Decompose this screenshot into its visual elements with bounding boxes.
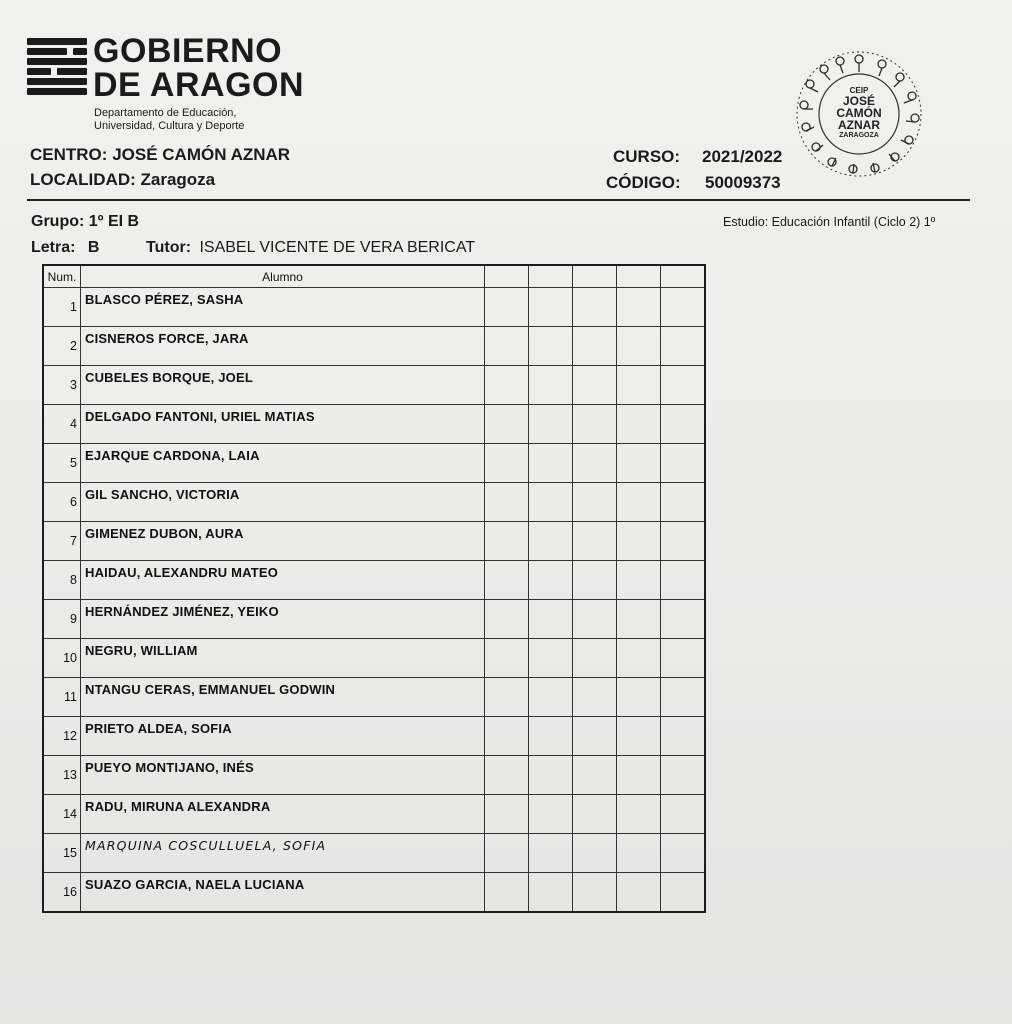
localidad-label: LOCALIDAD: xyxy=(30,170,136,189)
blank-mark-cell xyxy=(529,483,573,522)
codigo-value: 50009373 xyxy=(705,173,781,192)
blank-mark-cell xyxy=(617,405,661,444)
column-header-alumno: Alumno xyxy=(81,265,485,288)
blank-mark-cell xyxy=(573,366,617,405)
table-row xyxy=(43,756,705,795)
blank-mark-cell xyxy=(617,795,661,834)
student-name: HAIDAU, ALEXANDRU MATEO xyxy=(81,561,485,600)
student-number: 2 xyxy=(43,327,81,366)
centro-value: JOSÉ CAMÓN AZNAR xyxy=(112,145,291,164)
blank-mark-cell xyxy=(617,639,661,678)
localidad-value: Zaragoza xyxy=(140,170,216,189)
blank-mark-cell xyxy=(485,405,529,444)
blank-mark-cell xyxy=(529,366,573,405)
blank-mark-cell xyxy=(573,600,617,639)
grupo-label: Grupo: xyxy=(31,213,85,230)
department-name xyxy=(94,107,244,133)
column-header-blank xyxy=(573,265,617,288)
table-row xyxy=(43,600,705,639)
blank-mark-cell xyxy=(661,327,706,366)
table-row xyxy=(43,288,705,327)
blank-mark-cell xyxy=(485,873,529,913)
tutor-value: ISABEL VICENTE DE VERA BERICAT xyxy=(199,239,476,256)
blank-mark-cell xyxy=(573,405,617,444)
blank-mark-cell xyxy=(529,756,573,795)
blank-mark-cell xyxy=(485,288,529,327)
codigo-label: CÓDIGO: xyxy=(606,173,681,192)
letra-label: Letra: xyxy=(31,239,76,256)
blank-mark-cell xyxy=(617,600,661,639)
logo-line2: DE ARAGON xyxy=(93,66,305,104)
blank-mark-cell xyxy=(573,483,617,522)
blank-mark-cell xyxy=(573,834,617,873)
student-name: BLASCO PÉREZ, SASHA xyxy=(81,288,485,327)
blank-mark-cell xyxy=(661,873,706,913)
grupo-field xyxy=(31,213,139,231)
column-header-num: Num. xyxy=(43,265,81,288)
student-number: 7 xyxy=(43,522,81,561)
student-name: SUAZO GARCIA, NAELA LUCIANA xyxy=(81,873,485,913)
logo-line1: GOBIERNO xyxy=(93,32,283,70)
blank-mark-cell xyxy=(617,327,661,366)
table-row xyxy=(43,327,705,366)
student-number: 8 xyxy=(43,561,81,600)
student-number: 16 xyxy=(43,873,81,913)
blank-mark-cell xyxy=(617,483,661,522)
blank-mark-cell xyxy=(529,873,573,913)
blank-mark-cell xyxy=(661,366,706,405)
grupo-value: 1º EI B xyxy=(88,213,140,230)
blank-mark-cell xyxy=(617,756,661,795)
blank-mark-cell xyxy=(485,834,529,873)
centro-label: CENTRO: xyxy=(30,145,108,164)
blank-mark-cell xyxy=(617,873,661,913)
school-seal-stamp xyxy=(793,48,925,180)
letra-field xyxy=(31,239,99,257)
blank-mark-cell xyxy=(661,288,706,327)
header-divider xyxy=(27,199,970,201)
blank-mark-cell xyxy=(485,561,529,600)
estudio-text: Estudio: Educación Infantil (Ciclo 2) 1º xyxy=(723,215,936,229)
student-number: 15 xyxy=(43,834,81,873)
blank-mark-cell xyxy=(661,561,706,600)
blank-mark-cell xyxy=(529,834,573,873)
blank-mark-cell xyxy=(661,483,706,522)
table-row xyxy=(43,834,705,873)
blank-mark-cell xyxy=(529,678,573,717)
blank-mark-cell xyxy=(485,756,529,795)
student-number: 10 xyxy=(43,639,81,678)
tutor-field xyxy=(146,239,475,257)
blank-mark-cell xyxy=(485,678,529,717)
blank-mark-cell xyxy=(661,522,706,561)
blank-mark-cell xyxy=(661,678,706,717)
blank-mark-cell xyxy=(485,366,529,405)
student-number: 6 xyxy=(43,483,81,522)
blank-mark-cell xyxy=(485,483,529,522)
blank-mark-cell xyxy=(573,873,617,913)
seal-line2: JOSÉ xyxy=(842,94,875,108)
student-name: CISNEROS FORCE, JARA xyxy=(81,327,485,366)
blank-mark-cell xyxy=(661,717,706,756)
table-row xyxy=(43,795,705,834)
blank-mark-cell xyxy=(485,522,529,561)
blank-mark-cell xyxy=(485,639,529,678)
blank-mark-cell xyxy=(529,561,573,600)
student-number: 3 xyxy=(43,366,81,405)
blank-mark-cell xyxy=(661,444,706,483)
blank-mark-cell xyxy=(485,444,529,483)
blank-mark-cell xyxy=(485,795,529,834)
blank-mark-cell xyxy=(529,717,573,756)
seal-line3: CAMÓN xyxy=(836,106,882,120)
table-row xyxy=(43,678,705,717)
student-name: CUBELES BORQUE, JOEL xyxy=(81,366,485,405)
blank-mark-cell xyxy=(617,561,661,600)
table-row xyxy=(43,405,705,444)
blank-mark-cell xyxy=(661,639,706,678)
blank-mark-cell xyxy=(617,834,661,873)
centro-field xyxy=(30,145,290,165)
blank-mark-cell xyxy=(573,522,617,561)
student-name: PRIETO ALDEA, SOFIA xyxy=(81,717,485,756)
student-name: EJARQUE CARDONA, LAIA xyxy=(81,444,485,483)
student-name: GIL SANCHO, VICTORIA xyxy=(81,483,485,522)
blank-mark-cell xyxy=(617,366,661,405)
column-header-blank xyxy=(661,265,706,288)
localidad-field xyxy=(30,170,215,190)
table-row xyxy=(43,873,705,913)
blank-mark-cell xyxy=(617,717,661,756)
student-roster-table xyxy=(42,264,706,913)
table-row xyxy=(43,522,705,561)
blank-mark-cell xyxy=(529,639,573,678)
roster-body xyxy=(43,288,705,913)
curso-label: CURSO: xyxy=(613,147,681,166)
blank-mark-cell xyxy=(529,795,573,834)
student-number: 4 xyxy=(43,405,81,444)
blank-mark-cell xyxy=(529,327,573,366)
table-row xyxy=(43,483,705,522)
student-name: RADU, MIRUNA ALEXANDRA xyxy=(81,795,485,834)
blank-mark-cell xyxy=(485,327,529,366)
blank-mark-cell xyxy=(485,600,529,639)
student-name: PUEYO MONTIJANO, INÉS xyxy=(81,756,485,795)
blank-mark-cell xyxy=(573,678,617,717)
blank-mark-cell xyxy=(573,561,617,600)
student-number: 5 xyxy=(43,444,81,483)
blank-mark-cell xyxy=(617,444,661,483)
curso-value: 2021/2022 xyxy=(702,147,783,166)
blank-mark-cell xyxy=(485,717,529,756)
table-row xyxy=(43,444,705,483)
blank-mark-cell xyxy=(529,522,573,561)
student-name: NTANGU CERAS, EMMANUEL GODWIN xyxy=(81,678,485,717)
column-header-blank xyxy=(617,265,661,288)
seal-line4: AZNAR xyxy=(838,118,880,132)
seal-line5: ZARAGOZA xyxy=(839,132,879,139)
student-number: 11 xyxy=(43,678,81,717)
student-name-handwritten: MARQUINA COSCULLUELA, SOFIA xyxy=(81,834,485,873)
department-line2: Universidad, Cultura y Deporte xyxy=(94,120,245,132)
blank-mark-cell xyxy=(573,717,617,756)
blank-mark-cell xyxy=(661,600,706,639)
logo-text xyxy=(93,34,304,102)
column-header-blank xyxy=(529,265,573,288)
student-name: NEGRU, WILLIAM xyxy=(81,639,485,678)
student-number: 1 xyxy=(43,288,81,327)
blank-mark-cell xyxy=(573,795,617,834)
blank-mark-cell xyxy=(617,522,661,561)
student-name: HERNÁNDEZ JIMÉNEZ, YEIKO xyxy=(81,600,485,639)
blank-mark-cell xyxy=(529,288,573,327)
blank-mark-cell xyxy=(529,444,573,483)
blank-mark-cell xyxy=(573,756,617,795)
blank-mark-cell xyxy=(661,795,706,834)
student-name: GIMENEZ DUBON, AURA xyxy=(81,522,485,561)
seal-line1: CEIP xyxy=(849,86,869,95)
student-number: 14 xyxy=(43,795,81,834)
blank-mark-cell xyxy=(617,678,661,717)
blank-mark-cell xyxy=(573,288,617,327)
table-row xyxy=(43,561,705,600)
letra-value: B xyxy=(87,239,100,256)
student-number: 12 xyxy=(43,717,81,756)
department-line1: Departamento de Educación, xyxy=(94,107,237,119)
blank-mark-cell xyxy=(529,405,573,444)
blank-mark-cell xyxy=(661,756,706,795)
blank-mark-cell xyxy=(617,288,661,327)
student-number: 13 xyxy=(43,756,81,795)
table-row xyxy=(43,717,705,756)
table-row xyxy=(43,639,705,678)
blank-mark-cell xyxy=(661,405,706,444)
blank-mark-cell xyxy=(573,639,617,678)
blank-mark-cell xyxy=(529,600,573,639)
tutor-label: Tutor: xyxy=(146,239,192,256)
gobierno-aragon-logo-bars xyxy=(27,38,87,96)
blank-mark-cell xyxy=(573,444,617,483)
table-row xyxy=(43,366,705,405)
blank-mark-cell xyxy=(573,327,617,366)
table-header-row xyxy=(43,265,705,288)
blank-mark-cell xyxy=(661,834,706,873)
student-name: DELGADO FANTONI, URIEL MATIAS xyxy=(81,405,485,444)
student-number: 9 xyxy=(43,600,81,639)
column-header-blank xyxy=(485,265,529,288)
